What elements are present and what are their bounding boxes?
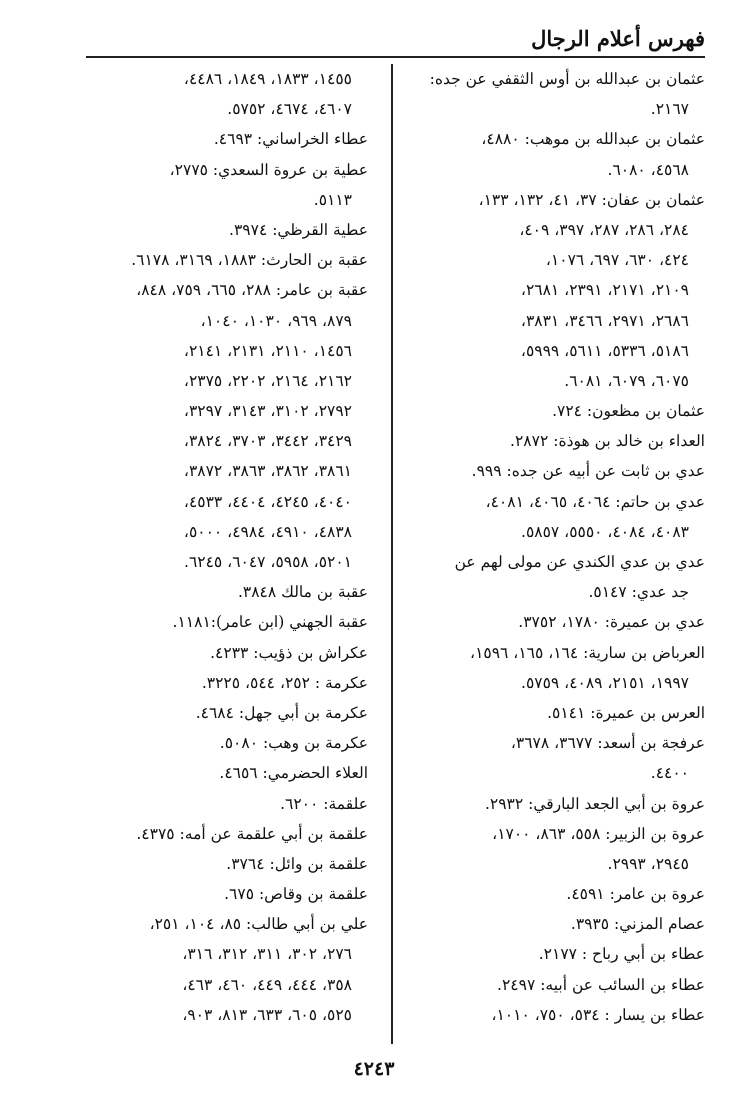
index-entry: عطية القرظي: ٣٩٧٤.	[229, 220, 368, 239]
index-entry: العرباض بن سارية: ١٦٤، ١٦٥، ١٥٩٦،	[470, 643, 705, 662]
index-entry: عطاء بن أبي رباح : ٢١٧٧.	[538, 945, 705, 964]
page-number: ٤٢٤٣	[353, 1058, 395, 1080]
index-entry: عقبة بن عامر: ٢٨٨، ٦٦٥، ٧٥٩، ٨٤٨،	[136, 281, 368, 300]
index-entry: عثمان بن عفان: ٣٧، ٤١، ١٣٢، ١٣٣،	[478, 190, 705, 209]
index-entry-continuation: ٤٤٠٠.	[650, 764, 689, 783]
index-entry: عقبة الجهني (ابن عامر):١١٨١.	[172, 613, 368, 632]
index-entry: عطاء بن السائب عن أبيه: ٢٤٩٧.	[497, 975, 705, 994]
index-entry-continuation: ٤٢٤، ٦٣٠، ٦٩٧، ١٠٧٦،	[545, 251, 689, 270]
index-entry: عدي بن ثابت عن أبيه عن جده: ٩٩٩.	[471, 462, 705, 481]
index-entry: عثمان بن عبدالله بن أوس الثقفي عن جده:	[429, 70, 705, 88]
index-entry: عكرمة : ٢٥٢، ٥٤٤، ٣٢٢٥.	[201, 673, 368, 692]
right-column	[405, 64, 705, 1030]
index-entry-continuation: ٢٦٨٦، ٢٩٧١، ٣٤٦٦، ٣٨٣١،	[520, 311, 689, 330]
index-entry: علقمة بن وقاص: ٦٧٥.	[224, 885, 368, 904]
index-entry-continuation: ١٩٩٧، ٢١٥١، ٤٠٨٩، ٥٧٥٩.	[521, 673, 689, 692]
index-entry-continuation: ١٤٥٥، ١٨٣٣، ١٨٤٩، ٤٤٨٦،	[183, 70, 352, 88]
index-entry: علقمة بن وائل: ٣٧٦٤.	[226, 854, 368, 873]
index-entry-continuation: ٢٨٤، ٢٨٦، ٢٨٧، ٣٩٧، ٤٠٩،	[519, 220, 689, 239]
index-entry-continuation: ٢٩٤٥، ٢٩٩٣.	[607, 854, 689, 873]
column-divider	[391, 64, 393, 1044]
index-entry: عطاء بن يسار : ٥٣٤، ٧٥٠، ١٠١٠،	[491, 1005, 705, 1024]
index-entry-continuation: ٤٨٣٨، ٤٩١٠، ٤٩٨٤، ٥٠٠٠،	[183, 522, 352, 541]
index-entry: عدي بن عدي الكندي عن مولى لهم عن	[454, 553, 705, 571]
index-entry: عروة بن عامر: ٤٥٩١.	[566, 885, 705, 904]
index-entry: عدي بن عميرة: ١٧٨٠، ٣٧٥٢.	[518, 613, 705, 632]
index-entry-continuation: ٢٧٩٢، ٣١٠٢، ٣١٤٣، ٣٢٩٧،	[183, 402, 352, 421]
index-entry-continuation: ٨٧٩، ٩٦٩، ١٠٣٠، ١٠٤٠،	[200, 311, 352, 330]
index-entry: عقبة بن مالك ٣٨٤٨.	[237, 583, 368, 602]
index-entry: عدي بن حاتم: ٤٠٦٤، ٤٠٦٥، ٤٠٨١،	[485, 492, 705, 511]
index-entry: عرفجة بن أسعد: ٣٦٧٧، ٣٦٧٨،	[510, 734, 705, 753]
index-entry: عكرمة بن وهب: ٥٠٨٠.	[219, 734, 368, 753]
index-entry-continuation: ٤٠٤٠، ٤٢٤٥، ٤٤٠٤، ٤٥٣٣،	[183, 492, 352, 511]
index-entry-continuation: ٥٢٠١، ٥٩٥٨، ٦٠٤٧، ٦٢٤٥.	[184, 553, 352, 571]
index-entry-continuation: ٥٢٥، ٦٠٥، ٦٣٣، ٨١٣، ٩٠٣،	[182, 1005, 352, 1024]
index-entry: عصام المزني: ٣٩٣٥.	[570, 915, 705, 934]
index-entry-continuation: جد عدي: ٥١٤٧.	[588, 583, 689, 602]
index-entry-continuation: ٢١٦٢، ٢١٦٤، ٢٢٠٢، ٢٣٧٥،	[183, 371, 352, 390]
index-entry-continuation: ٢٧٦، ٣٠٢، ٣١١، ٣١٢، ٣١٦،	[182, 945, 352, 964]
index-entry: عطاء الخراساني: ٤٦٩٣.	[213, 130, 368, 149]
index-entry-continuation: ٢١٠٩، ٢١٧١، ٢٣٩١، ٢٦٨١،	[520, 281, 689, 300]
index-entry-continuation: ٦٠٧٥، ٦٠٧٩، ٦٠٨١.	[564, 371, 689, 390]
index-entry: عطية بن عروة السعدي: ٢٧٧٥،	[169, 160, 368, 179]
index-entry-continuation: ٤٦٠٧، ٤٦٧٤، ٥٧٥٢.	[227, 100, 352, 119]
index-entry-continuation: ١٤٥٦، ٢١١٠، ٢١٣١، ٢١٤١،	[183, 341, 352, 360]
index-entry: عروة بن أبي الجعد البارقي: ٢٩٣٢.	[484, 794, 705, 813]
index-entry-continuation: ٢١٦٧.	[650, 100, 689, 119]
index-entry: عثمان بن عبدالله بن موهب: ٤٨٨٠،	[481, 130, 705, 149]
index-entry-continuation: ٥١١٣.	[313, 190, 352, 209]
page-header	[86, 24, 705, 58]
index-entry: علي بن أبي طالب: ٨٥، ١٠٤، ٢٥١،	[149, 915, 368, 934]
index-entry-continuation: ٤٥٦٨، ٦٠٨٠.	[607, 160, 689, 179]
index-entry: عكراش بن ذؤيب: ٤٢٣٣.	[210, 643, 368, 662]
index-entry-continuation: ٣٤٢٩، ٣٤٤٢، ٣٧٠٣، ٣٨٢٤،	[183, 432, 352, 451]
index-entry: العداء بن خالد بن هوذة: ٢٨٧٢.	[510, 432, 705, 451]
index-entry: العرس بن عميرة: ٥١٤١.	[547, 703, 705, 722]
index-entry-continuation: ٣٥٨، ٤٤٤، ٤٤٩، ٤٦٠، ٤٦٣،	[182, 975, 352, 994]
index-entry: علقمة بن أبي علقمة عن أمه: ٤٣٧٥.	[136, 824, 368, 843]
index-entry-continuation: ٥١٨٦، ٥٣٣٦، ٥٦١١، ٥٩٩٩،	[520, 341, 689, 360]
index-entry-continuation: ٤٠٨٣، ٤٠٨٤، ٥٥٥٠، ٥٨٥٧.	[521, 522, 689, 541]
index-entry: عثمان بن مظعون: ٧٢٤.	[552, 402, 705, 421]
index-entry: عكرمة بن أبي جهل: ٤٦٨٤.	[195, 703, 368, 722]
index-entry: عروة بن الزبير: ٥٥٨، ٨٦٣، ١٧٠٠،	[492, 824, 705, 843]
left-column	[68, 64, 368, 1030]
index-entry: العلاء الحضرمي: ٤٦٥٦.	[219, 764, 368, 783]
page-title: فهرس أعلام الرجال	[531, 26, 705, 51]
index-entry-continuation: ٣٨٦١، ٣٨٦٢، ٣٨٦٣، ٣٨٧٢،	[183, 462, 352, 481]
index-entry: علقمة: ٦٢٠٠.	[280, 794, 368, 813]
index-entry: عقبة بن الحارث: ١٨٨٣، ٣١٦٩، ٦١٧٨.	[131, 251, 368, 270]
